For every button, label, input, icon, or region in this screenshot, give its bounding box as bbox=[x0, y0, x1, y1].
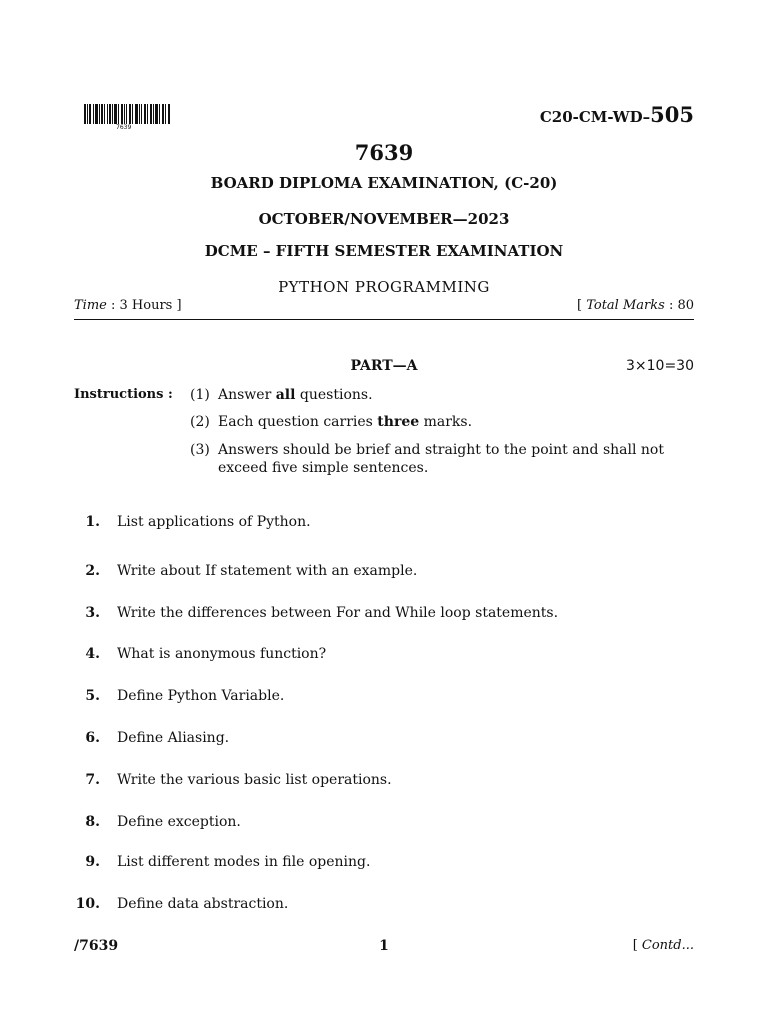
part-title: PART—A bbox=[350, 358, 418, 374]
question-text: Write the differences between For and While loop statements. bbox=[117, 605, 559, 621]
paper-number: 7639 bbox=[354, 140, 414, 165]
marks-bracket: [ bbox=[577, 298, 583, 313]
question-item bbox=[74, 772, 694, 788]
barcode-number: 7639 bbox=[116, 124, 132, 131]
subject-title: PYTHON PROGRAMMING bbox=[278, 278, 490, 296]
question-text: Define exception. bbox=[117, 814, 241, 830]
paper-code-number: 505 bbox=[650, 102, 694, 127]
instruction-text bbox=[218, 386, 678, 404]
question-number: 3. bbox=[85, 605, 100, 621]
question-item bbox=[74, 896, 694, 912]
question-number: 7. bbox=[85, 772, 100, 788]
instruction-item bbox=[190, 386, 680, 404]
marks-label: Total Marks bbox=[586, 298, 665, 313]
instruction-item bbox=[190, 441, 680, 477]
paper-code bbox=[540, 102, 694, 127]
question-number: 10. bbox=[75, 896, 100, 912]
instruction-item bbox=[190, 413, 680, 431]
time-label: Time bbox=[74, 298, 107, 313]
total-marks bbox=[577, 298, 694, 313]
question-number: 8. bbox=[85, 814, 100, 830]
instruction-text bbox=[218, 413, 678, 431]
instruction-text-part: Each question carries bbox=[218, 414, 378, 430]
question-item bbox=[74, 514, 694, 530]
page-number: 1 bbox=[379, 938, 389, 954]
instruction-text-part: questions. bbox=[295, 387, 373, 403]
part-marks: 3×10=30 bbox=[626, 358, 694, 374]
instruction-number: (1) bbox=[190, 387, 210, 403]
board-title: BOARD DIPLOMA EXAMINATION, (C-20) bbox=[210, 174, 558, 192]
question-number: 9. bbox=[85, 854, 100, 870]
question-text: List applications of Python. bbox=[117, 514, 311, 530]
question-text: List different modes in file opening. bbox=[117, 854, 371, 870]
question-number: 2. bbox=[85, 563, 100, 579]
question-text: Define Aliasing. bbox=[117, 730, 230, 746]
question-item bbox=[74, 688, 694, 704]
question-number: 4. bbox=[85, 646, 100, 662]
question-item bbox=[74, 605, 694, 621]
question-number: 5. bbox=[85, 688, 100, 704]
paper-code-prefix: C20-CM-WD– bbox=[539, 108, 651, 126]
time-value: : 3 Hours ] bbox=[111, 298, 182, 313]
exam-session: OCTOBER/NOVEMBER—2023 bbox=[258, 210, 510, 228]
time-info bbox=[74, 298, 182, 313]
question-text: Define data abstraction. bbox=[117, 896, 289, 912]
instruction-emphasis: all bbox=[275, 387, 296, 403]
question-number: 6. bbox=[85, 730, 100, 746]
question-text: Write about If statement with an example. bbox=[117, 563, 418, 579]
question-item bbox=[74, 646, 694, 662]
question-text: What is anonymous function? bbox=[117, 646, 327, 662]
question-item bbox=[74, 730, 694, 746]
instruction-text-part: Answers should be brief and straight to the point and shall not exceed five simple sentences. bbox=[218, 442, 664, 476]
footer-code: /7639 bbox=[74, 938, 119, 954]
instruction-emphasis: three bbox=[377, 414, 420, 430]
instruction-number: (2) bbox=[190, 414, 210, 430]
instruction-text bbox=[218, 441, 678, 477]
question-text: Define Python Variable. bbox=[117, 688, 285, 704]
question-text: Write the various basic list operations. bbox=[117, 772, 392, 788]
instruction-text-part: Answer bbox=[218, 387, 276, 403]
instructions-label: Instructions : bbox=[74, 387, 173, 402]
header-divider bbox=[74, 319, 694, 320]
exam-title: DCME – FIFTH SEMESTER EXAMINATION bbox=[204, 242, 564, 260]
instruction-text-part: marks. bbox=[419, 414, 473, 430]
instruction-number: (3) bbox=[190, 442, 210, 458]
continued-bracket: [ bbox=[632, 938, 638, 953]
question-item bbox=[74, 814, 694, 830]
marks-value: : 80 bbox=[668, 298, 694, 313]
question-number: 1. bbox=[85, 514, 100, 530]
question-item bbox=[74, 854, 694, 870]
question-item bbox=[74, 563, 694, 579]
continued-note bbox=[633, 938, 694, 953]
continued-text: Contd... bbox=[641, 938, 694, 953]
